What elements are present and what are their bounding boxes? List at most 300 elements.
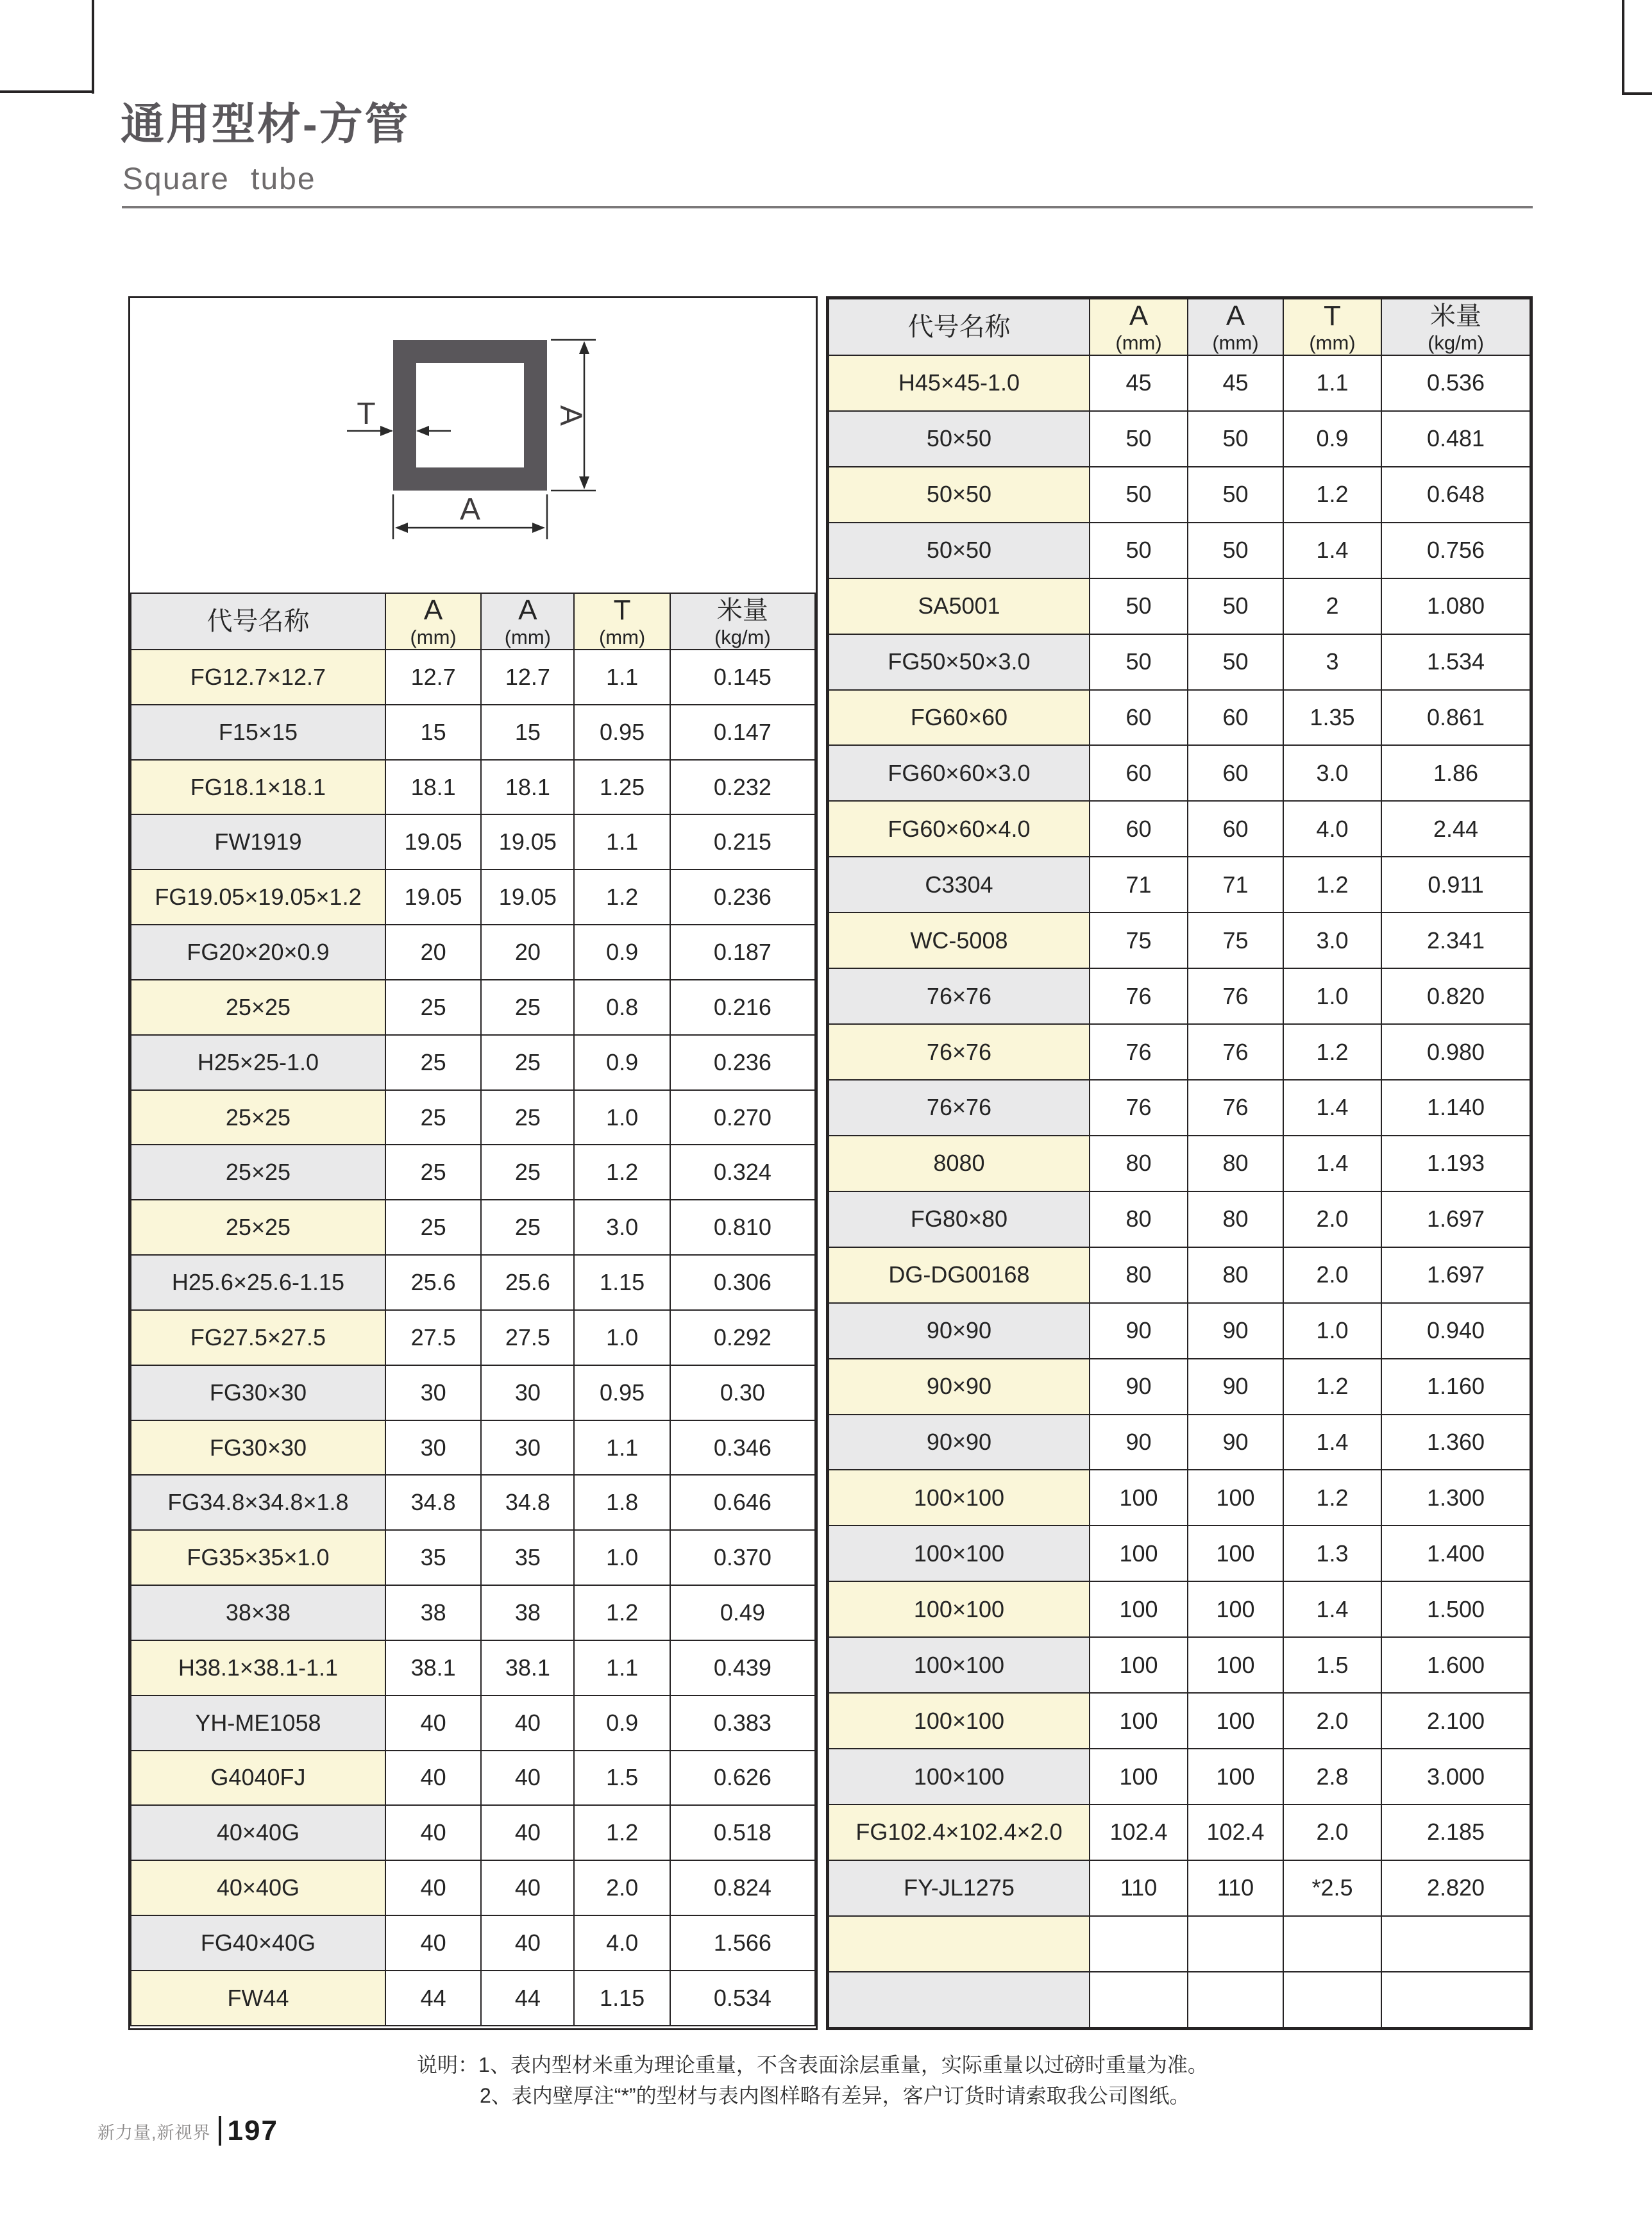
value-cell: 60 — [1188, 801, 1283, 857]
value-cell: 1.160 — [1381, 1359, 1530, 1415]
value-cell: 38.1 — [481, 1640, 574, 1695]
code-name-cell: 76×76 — [829, 1080, 1090, 1136]
table-row — [829, 745, 1530, 801]
value-cell: 90 — [1090, 1415, 1188, 1470]
value-cell: 40 — [481, 1751, 574, 1806]
table-row — [829, 1526, 1530, 1581]
notes-label: 说明： — [417, 2053, 479, 2076]
table-row — [829, 912, 1530, 968]
table-row — [829, 1581, 1530, 1637]
value-cell: 90 — [1090, 1303, 1188, 1359]
code-name-cell: SA5001 — [829, 578, 1090, 634]
value-cell: 75 — [1188, 912, 1283, 968]
value-cell: 76 — [1090, 968, 1188, 1024]
value-cell: 1.2 — [1283, 1470, 1381, 1526]
crop-mark-top-right-vertical — [1622, 0, 1624, 95]
value-cell: 50 — [1090, 467, 1188, 523]
value-cell: 2.0 — [1283, 1191, 1381, 1247]
value-cell: 1.4 — [1283, 523, 1381, 578]
code-name-cell: 100×100 — [829, 1526, 1090, 1581]
value-cell: 75 — [1090, 912, 1188, 968]
code-name-cell: FG19.05×19.05×1.2 — [131, 870, 385, 925]
column-header-unit: (mm) — [410, 625, 457, 648]
code-name-cell: H25.6×25.6-1.15 — [131, 1255, 385, 1310]
value-cell: 0.324 — [670, 1145, 815, 1200]
value-cell: 15 — [385, 705, 481, 760]
value-cell: 2.8 — [1283, 1749, 1381, 1804]
column-header-label: T — [1324, 299, 1341, 332]
value-cell: 44 — [481, 1971, 574, 2026]
table-row — [829, 690, 1530, 746]
code-name-cell: 25×25 — [131, 1200, 385, 1255]
value-cell: 100 — [1090, 1749, 1188, 1804]
value-cell: 0.648 — [1381, 467, 1530, 523]
value-cell: 1.1 — [1283, 355, 1381, 411]
value-cell: 0.824 — [670, 1860, 815, 1915]
value-cell: 50 — [1188, 634, 1283, 690]
value-cell: 1.4 — [1283, 1415, 1381, 1470]
value-cell: 4.0 — [574, 1915, 670, 1971]
table-row — [829, 1470, 1530, 1526]
value-cell: 110 — [1188, 1860, 1283, 1916]
value-cell: 3.0 — [1283, 912, 1381, 968]
value-cell: 1.600 — [1381, 1637, 1530, 1693]
header-row — [131, 593, 815, 650]
value-cell: 1.080 — [1381, 578, 1530, 634]
table-row — [829, 1749, 1530, 1804]
value-cell: 3.0 — [574, 1200, 670, 1255]
footer-slogan: 新力量,新视界 — [97, 2123, 211, 2142]
value-cell: 1.0 — [574, 1310, 670, 1365]
code-name-cell: 90×90 — [829, 1303, 1090, 1359]
code-name-cell: FG30×30 — [131, 1420, 385, 1476]
value-cell: 0.236 — [670, 1035, 815, 1090]
value-cell: 1.1 — [574, 650, 670, 705]
value-cell: 1.360 — [1381, 1415, 1530, 1470]
value-cell: 12.7 — [385, 650, 481, 705]
value-cell: 1.3 — [1283, 1526, 1381, 1581]
value-cell — [1090, 1972, 1188, 2028]
value-cell: 0.49 — [670, 1585, 815, 1640]
value-cell: 38 — [481, 1585, 574, 1640]
value-cell: 1.15 — [574, 1255, 670, 1310]
table-row — [131, 1751, 815, 1806]
value-cell: 76 — [1188, 1080, 1283, 1136]
column-header — [385, 593, 481, 650]
column-header-unit: (mm) — [1309, 331, 1356, 354]
value-cell: 1.500 — [1381, 1581, 1530, 1637]
code-name-cell: C3304 — [829, 857, 1090, 912]
code-name-cell: FY-JL1275 — [829, 1860, 1090, 1916]
column-header-unit: (kg/m) — [714, 625, 771, 648]
table-row — [131, 1035, 815, 1090]
column-header — [1283, 299, 1381, 355]
page-title-chinese: 通用型材-方管 — [121, 100, 410, 149]
value-cell: 90 — [1090, 1359, 1188, 1415]
code-name-cell: H38.1×38.1-1.1 — [131, 1640, 385, 1695]
tube-inner-square — [416, 363, 524, 467]
table-row — [131, 705, 815, 760]
code-name-cell: 50×50 — [829, 523, 1090, 578]
value-cell: 50 — [1188, 523, 1283, 578]
value-cell — [1283, 1916, 1381, 1972]
value-cell: 1.2 — [1283, 1359, 1381, 1415]
value-cell: 60 — [1090, 745, 1188, 801]
value-cell: 38 — [385, 1585, 481, 1640]
column-header — [131, 593, 385, 650]
page-footer — [97, 2115, 278, 2147]
value-cell: 50 — [1188, 411, 1283, 467]
value-cell: 100 — [1090, 1637, 1188, 1693]
value-cell: 1.697 — [1381, 1247, 1530, 1303]
value-cell: 0.30 — [670, 1365, 815, 1420]
value-cell — [1381, 1916, 1530, 1972]
code-name-cell: FG18.1×18.1 — [131, 760, 385, 815]
code-name-cell: H45×45-1.0 — [829, 355, 1090, 411]
spec-table-left — [130, 593, 816, 2026]
value-cell: 0.646 — [670, 1475, 815, 1530]
crop-mark-top-right-horizontal — [1622, 92, 1652, 95]
value-cell: 25 — [481, 1090, 574, 1145]
table-row — [131, 1145, 815, 1200]
value-cell: 1.2 — [574, 870, 670, 925]
value-cell: 25.6 — [481, 1255, 574, 1310]
code-name-cell: FW1919 — [131, 814, 385, 870]
value-cell: 0.95 — [574, 705, 670, 760]
value-cell: 0.215 — [670, 814, 815, 870]
table-row — [829, 801, 1530, 857]
value-cell: 0.439 — [670, 1640, 815, 1695]
dim-label-a-side: A — [553, 405, 588, 426]
table-row — [131, 650, 815, 705]
value-cell: 40 — [481, 1860, 574, 1915]
code-name-cell: 76×76 — [829, 1024, 1090, 1080]
square-tube-cross-section — [130, 298, 816, 593]
value-cell: 60 — [1188, 690, 1283, 746]
value-cell: 0.626 — [670, 1751, 815, 1806]
code-name-cell: 100×100 — [829, 1470, 1090, 1526]
value-cell: 27.5 — [385, 1310, 481, 1365]
value-cell: 50 — [1090, 634, 1188, 690]
value-cell: 0.940 — [1381, 1303, 1530, 1359]
table-row — [131, 1915, 815, 1971]
column-header-unit: (mm) — [598, 625, 646, 648]
value-cell: 1.2 — [1283, 1024, 1381, 1080]
value-cell: 76 — [1188, 1024, 1283, 1080]
code-name-cell: 100×100 — [829, 1693, 1090, 1749]
value-cell: 0.911 — [1381, 857, 1530, 912]
value-cell: 100 — [1090, 1470, 1188, 1526]
value-cell: 50 — [1188, 578, 1283, 634]
table-row — [131, 1530, 815, 1585]
value-cell: 0.536 — [1381, 355, 1530, 411]
column-header-label: T — [613, 594, 631, 626]
value-cell: 1.534 — [1381, 634, 1530, 690]
value-cell: 18.1 — [385, 760, 481, 815]
code-name-cell: G4040FJ — [131, 1751, 385, 1806]
spec-table-right — [828, 298, 1531, 2028]
column-header-unit: (mm) — [1212, 331, 1259, 354]
value-cell: 1.0 — [1283, 968, 1381, 1024]
table-row — [131, 1200, 815, 1255]
value-cell: 0.861 — [1381, 690, 1530, 746]
value-cell: 2.0 — [574, 1860, 670, 1915]
value-cell: 0.518 — [670, 1805, 815, 1860]
value-cell: 80 — [1090, 1247, 1188, 1303]
table-row — [829, 1804, 1530, 1860]
value-cell: *2.5 — [1283, 1860, 1381, 1916]
crop-mark-top-left-horizontal — [0, 90, 94, 93]
value-cell: 1.140 — [1381, 1080, 1530, 1136]
value-cell: 1.2 — [574, 1805, 670, 1860]
column-header-label: 代号名称 — [907, 313, 1011, 341]
value-cell: 100 — [1090, 1693, 1188, 1749]
value-cell: 25 — [481, 1200, 574, 1255]
value-cell: 0.8 — [574, 980, 670, 1035]
value-cell — [1090, 1916, 1188, 1972]
table-row — [131, 760, 815, 815]
value-cell: 1.697 — [1381, 1191, 1530, 1247]
table-row — [131, 925, 815, 980]
code-name-cell: 25×25 — [131, 1090, 385, 1145]
column-header-label: A — [423, 594, 443, 626]
value-cell: 2.44 — [1381, 801, 1530, 857]
footer-divider — [219, 2116, 221, 2146]
table-row — [131, 1475, 815, 1530]
table-row — [131, 1090, 815, 1145]
code-name-cell — [829, 1916, 1090, 1972]
value-cell: 80 — [1188, 1247, 1283, 1303]
right-spec-panel — [826, 296, 1533, 2030]
value-cell: 0.292 — [670, 1310, 815, 1365]
value-cell: 40 — [481, 1915, 574, 1971]
table-row — [829, 1860, 1530, 1916]
table-row — [829, 411, 1530, 467]
code-name-cell: 38×38 — [131, 1585, 385, 1640]
code-name-cell: WC-5008 — [829, 912, 1090, 968]
value-cell: 19.05 — [385, 870, 481, 925]
value-cell: 100 — [1188, 1526, 1283, 1581]
dim-label-a-bottom: A — [459, 492, 481, 526]
value-cell: 0.481 — [1381, 411, 1530, 467]
table-row — [131, 1805, 815, 1860]
value-cell: 25 — [385, 1145, 481, 1200]
table-row — [131, 1310, 815, 1365]
value-cell: 35 — [481, 1530, 574, 1585]
column-header — [481, 593, 574, 650]
value-cell: 1.15 — [574, 1971, 670, 2026]
value-cell: 0.187 — [670, 925, 815, 980]
code-name-cell: FG102.4×102.4×2.0 — [829, 1804, 1090, 1860]
value-cell: 1.1 — [574, 1640, 670, 1695]
code-name-cell: FG40×40G — [131, 1915, 385, 1971]
value-cell: 0.346 — [670, 1420, 815, 1476]
value-cell: 0.232 — [670, 760, 815, 815]
value-cell: 3 — [1283, 634, 1381, 690]
value-cell: 1.86 — [1381, 745, 1530, 801]
value-cell: 110 — [1090, 1860, 1188, 1916]
value-cell: 2.0 — [1283, 1804, 1381, 1860]
value-cell: 0.370 — [670, 1530, 815, 1585]
code-name-cell: 25×25 — [131, 1145, 385, 1200]
notes-block — [417, 2049, 1208, 2111]
code-name-cell: FG27.5×27.5 — [131, 1310, 385, 1365]
value-cell: 18.1 — [481, 760, 574, 815]
code-name-cell: 8080 — [829, 1136, 1090, 1191]
value-cell: 3.0 — [1283, 745, 1381, 801]
code-name-cell: FG30×30 — [131, 1365, 385, 1420]
table-row — [829, 355, 1530, 411]
value-cell: 1.0 — [1283, 1303, 1381, 1359]
value-cell: 3.000 — [1381, 1749, 1530, 1804]
code-name-cell: 100×100 — [829, 1581, 1090, 1637]
page-number: 197 — [227, 2115, 278, 2146]
value-cell: 0.820 — [1381, 968, 1530, 1024]
value-cell: 90 — [1188, 1359, 1283, 1415]
value-cell: 0.216 — [670, 980, 815, 1035]
column-header-label: 代号名称 — [206, 607, 310, 635]
code-name-cell: FG60×60×3.0 — [829, 745, 1090, 801]
value-cell: 100 — [1090, 1581, 1188, 1637]
value-cell: 76 — [1090, 1024, 1188, 1080]
table-row — [131, 870, 815, 925]
code-name-cell: FG60×60 — [829, 690, 1090, 746]
value-cell: 1.0 — [574, 1090, 670, 1145]
value-cell: 1.2 — [1283, 857, 1381, 912]
value-cell: 0.9 — [574, 1695, 670, 1751]
value-cell: 2.0 — [1283, 1693, 1381, 1749]
table-row — [131, 1585, 815, 1640]
code-name-cell: 100×100 — [829, 1749, 1090, 1804]
note-line-2 — [417, 2080, 1208, 2111]
value-cell: 100 — [1090, 1526, 1188, 1581]
value-cell: 90 — [1188, 1303, 1283, 1359]
value-cell: 25.6 — [385, 1255, 481, 1310]
value-cell: 80 — [1188, 1191, 1283, 1247]
value-cell: 1.2 — [574, 1585, 670, 1640]
value-cell: 0.95 — [574, 1365, 670, 1420]
table-row — [131, 980, 815, 1035]
table-row — [829, 467, 1530, 523]
column-header-unit: (mm) — [504, 625, 551, 648]
header-row — [829, 299, 1530, 355]
value-cell: 27.5 — [481, 1310, 574, 1365]
column-header — [670, 593, 815, 650]
value-cell: 60 — [1090, 801, 1188, 857]
value-cell: 1.4 — [1283, 1080, 1381, 1136]
value-cell: 40 — [385, 1695, 481, 1751]
code-name-cell: YH-ME1058 — [131, 1695, 385, 1751]
value-cell: 40 — [385, 1860, 481, 1915]
note-line-1 — [417, 2049, 1208, 2080]
value-cell: 1.400 — [1381, 1526, 1530, 1581]
column-header-unit: (mm) — [1115, 331, 1162, 354]
value-cell: 80 — [1090, 1136, 1188, 1191]
value-cell: 100 — [1188, 1470, 1283, 1526]
table-row — [829, 1024, 1530, 1080]
code-name-cell: DG-DG00168 — [829, 1247, 1090, 1303]
value-cell: 0.756 — [1381, 523, 1530, 578]
value-cell: 40 — [481, 1805, 574, 1860]
table-row — [829, 1916, 1530, 1972]
square-tube-diagram — [130, 298, 816, 593]
value-cell: 34.8 — [481, 1475, 574, 1530]
table-row — [131, 1420, 815, 1476]
value-cell: 30 — [385, 1420, 481, 1476]
left-spec-panel — [128, 296, 818, 2030]
code-name-cell: FG35×35×1.0 — [131, 1530, 385, 1585]
value-cell: 25 — [385, 1090, 481, 1145]
value-cell: 2.0 — [1283, 1247, 1381, 1303]
column-header-label: A — [1226, 299, 1245, 332]
value-cell — [1381, 1972, 1530, 2028]
value-cell: 100 — [1188, 1693, 1283, 1749]
value-cell: 25 — [481, 980, 574, 1035]
value-cell: 40 — [385, 1751, 481, 1806]
table-row — [829, 1637, 1530, 1693]
column-header — [829, 299, 1090, 355]
table-row — [829, 578, 1530, 634]
table-row — [131, 1971, 815, 2026]
value-cell: 50 — [1090, 523, 1188, 578]
code-name-cell: 76×76 — [829, 968, 1090, 1024]
code-name-cell: 50×50 — [829, 467, 1090, 523]
value-cell: 2.820 — [1381, 1860, 1530, 1916]
table-row — [829, 523, 1530, 578]
value-cell: 1.4 — [1283, 1136, 1381, 1191]
value-cell: 30 — [481, 1365, 574, 1420]
code-name-cell: F15×15 — [131, 705, 385, 760]
value-cell: 1.1 — [574, 814, 670, 870]
value-cell: 30 — [385, 1365, 481, 1420]
code-name-cell: FG60×60×4.0 — [829, 801, 1090, 857]
value-cell: 1.8 — [574, 1475, 670, 1530]
code-name-cell: 90×90 — [829, 1415, 1090, 1470]
value-cell: 0.9 — [1283, 411, 1381, 467]
column-header-label: A — [1129, 299, 1149, 332]
column-header-label: A — [518, 594, 537, 626]
value-cell: 25 — [481, 1035, 574, 1090]
value-cell: 80 — [1188, 1136, 1283, 1191]
column-header — [1090, 299, 1188, 355]
table-row — [829, 1191, 1530, 1247]
value-cell: 102.4 — [1188, 1804, 1283, 1860]
value-cell: 71 — [1188, 857, 1283, 912]
value-cell: 1.2 — [574, 1145, 670, 1200]
table-row — [131, 1860, 815, 1915]
value-cell: 20 — [385, 925, 481, 980]
value-cell: 34.8 — [385, 1475, 481, 1530]
value-cell: 102.4 — [1090, 1804, 1188, 1860]
value-cell: 1.193 — [1381, 1136, 1530, 1191]
column-header-label: 米量 — [1430, 301, 1482, 330]
table-row — [829, 1080, 1530, 1136]
value-cell: 1.25 — [574, 760, 670, 815]
value-cell: 50 — [1188, 467, 1283, 523]
value-cell: 1.0 — [574, 1530, 670, 1585]
table-row — [829, 634, 1530, 690]
value-cell: 38.1 — [385, 1640, 481, 1695]
table-row — [829, 1136, 1530, 1191]
value-cell: 76 — [1188, 968, 1283, 1024]
value-cell: 0.980 — [1381, 1024, 1530, 1080]
value-cell: 0.306 — [670, 1255, 815, 1310]
table-row — [131, 1695, 815, 1751]
value-cell — [1188, 1972, 1283, 2028]
table-row — [131, 1255, 815, 1310]
value-cell: 15 — [481, 705, 574, 760]
value-cell: 0.9 — [574, 1035, 670, 1090]
